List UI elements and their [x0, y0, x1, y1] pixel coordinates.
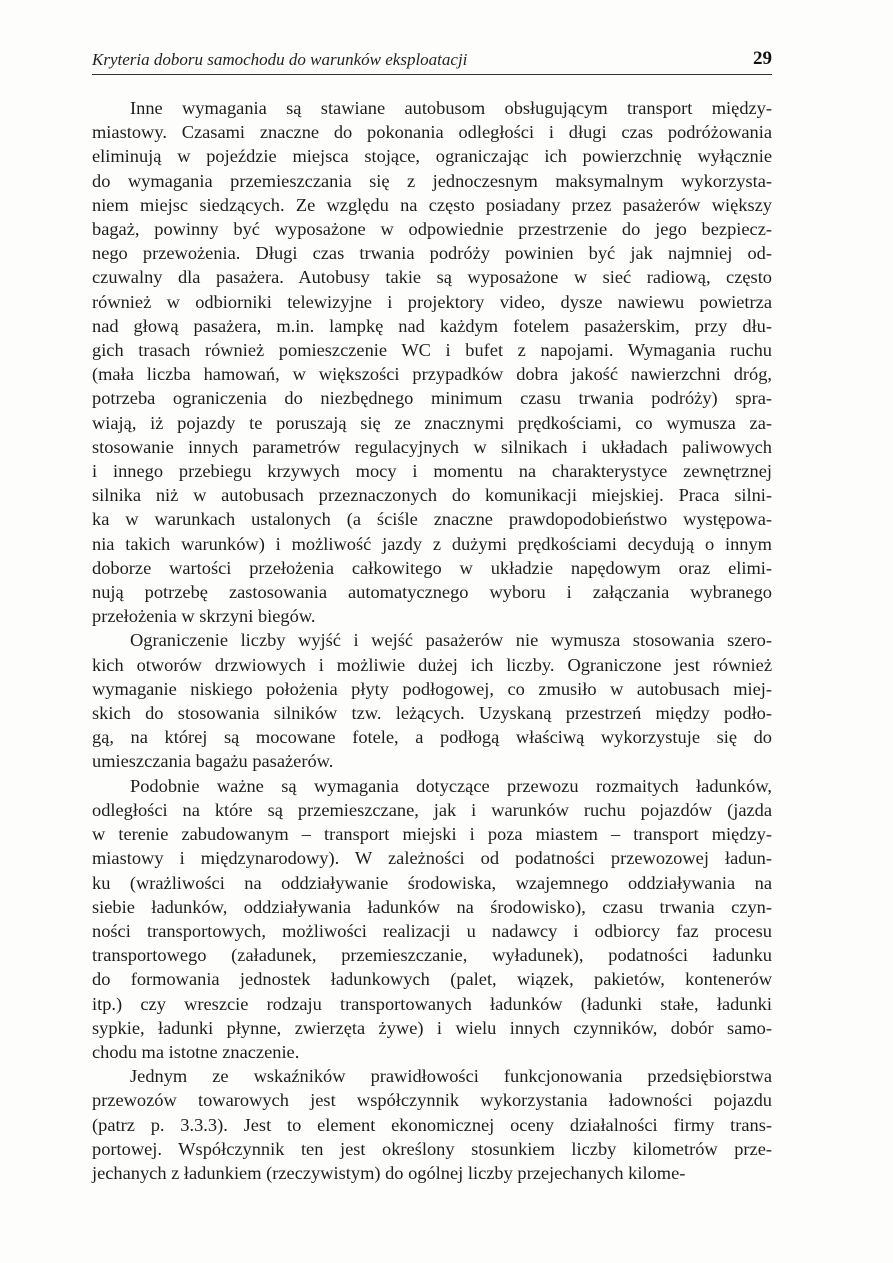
text-line: chodu ma istotne znaczenie. — [92, 1041, 300, 1062]
text-line: Podobnie ważne są wymagania dotyczące przewozu rozmaitych ładunków, — [130, 775, 772, 796]
text-line: w terenie zabudowanym – transport miejski i poza miastem – transport między- — [92, 824, 772, 845]
text-line: do formowania jednostek ładunkowych (palet, wiązek, pakietów, kontenerów — [92, 969, 772, 990]
text-line: bagaż, powinny być wyposażone w odpowiednie przestrzenie do jego bezpiecz- — [92, 219, 772, 240]
text-line: nują potrzebę zastosowania automatycznego wyboru i załączania wybranego — [92, 582, 772, 603]
text-line: Jednym ze wskaźników prawidłowości funkcjonowania przedsiębiorstwa — [130, 1066, 772, 1087]
text-line: przewozów towarowych jest współczynnik wykorzystania ładowności pojazdu — [92, 1090, 772, 1111]
page-number: 29 — [753, 48, 772, 69]
text-line: niem miejsc siedzących. Ze względu na często posiadany przez pasażerów większy — [92, 194, 772, 215]
text-line: miastowy. Czasami znaczne do pokonania odległości i długi czas podróżowania — [92, 122, 772, 143]
text-line: wiają, iż pojazdy te poruszają się ze znacznymi prędkościami, co wymusza za- — [92, 412, 772, 433]
text-line: ka w warunkach ustalonych (a ściśle znaczne prawdopodobieństwo występowa- — [92, 509, 772, 530]
text-line: miastowy i międzynarodowy). W zależności od podatności przewozowej ładun- — [92, 848, 772, 869]
text-line: sypkie, ładunki płynne, zwierzęta żywe) i wielu innych czynników, dobór samo- — [92, 1017, 772, 1038]
text-line: ności transportowych, możliwości realizacji u nadawcy i odbiorcy faz procesu — [92, 920, 772, 941]
text-line: siebie ładunków, oddziaływania ładunków na środowisko), czasu trwania czyn- — [92, 896, 772, 917]
text-line: gich trasach również pomieszczenie WC i bufet z napojami. Wymagania ruchu — [92, 340, 772, 361]
text-line: przełożenia w skrzyni biegów. — [92, 606, 316, 627]
text-line: eliminują w pojeździe miejsca stojące, ograniczając ich powierzchnię wyłącznie — [92, 146, 772, 167]
text-line: (mała liczba hamowań, w większości przypadków dobra jakość nawierzchni dróg, — [92, 364, 772, 385]
body-text — [92, 96, 772, 1185]
text-line: silnika niż w autobusach przeznaczonych do komunikacji miejskiej. Praca silni- — [92, 485, 772, 506]
text-line: umieszczania bagażu pasażerów. — [92, 751, 334, 772]
text-line: kich otworów drzwiowych i możliwie dużej ich liczby. Ograniczone jest również — [92, 654, 772, 675]
text-line: skich do stosowania silników tzw. leżących. Uzyskaną przestrzeń między podło- — [92, 703, 772, 724]
text-line: ku (wrażliwości na oddziaływanie środowiska, wzajemnego oddziaływania na — [92, 872, 772, 893]
text-line: do wymagania przemieszczania się z jednoczesnym maksymalnym wykorzysta- — [92, 170, 772, 191]
paragraph — [92, 628, 772, 773]
text-line: doborze wartości przełożenia całkowitego w układzie napędowym oraz elimi- — [92, 557, 772, 578]
text-line: nad głową pasażera, m.in. lampkę nad każdym fotelem pasażerskim, przy dłu- — [92, 315, 772, 336]
text-line: gą, na której są mocowane fotele, a podłogą właściwą wykorzystuje się do — [92, 727, 772, 748]
text-line: Inne wymagania są stawiane autobusom obsługującym transport między- — [130, 98, 772, 118]
paragraph — [92, 1064, 772, 1185]
text-line: odległości na które są przemieszczane, jak i warunków ruchu pojazdów (jazda — [92, 799, 772, 820]
text-line: portowej. Współczynnik ten jest określony stosunkiem liczby kilometrów prze- — [92, 1138, 772, 1159]
text-line: jechanych z ładunkiem (rzeczywistym) do ogólnej liczby przejechanych kilome- — [92, 1162, 686, 1183]
text-line: itp.) czy wreszcie rodzaju transportowanych ładunków (ładunki stałe, ładunki — [92, 993, 772, 1014]
text-line: nia takich warunków) i możliwość jazdy z dużymi prędkościami decydują o innym — [92, 533, 772, 554]
text-line: i innego przebiegu krzywych mocy i momentu na charakterystyce zewnętrznej — [92, 461, 772, 482]
paragraph — [92, 96, 772, 628]
text-line: czuwalny dla pasażera. Autobusy takie są wyposażone w sieć radiową, często — [92, 267, 772, 288]
text-line: również w odbiorniki telewizyjne i projektory video, dysze nawiewu powietrza — [92, 291, 772, 312]
text-line: nego przewożenia. Długi czas trwania podróży powinien być jak najmniej od- — [92, 243, 772, 264]
running-title: Kryteria doboru samochodu do warunków eksploatacji — [92, 50, 468, 69]
text-line: Ograniczenie liczby wyjść i wejść pasażerów nie wymusza stosowania szero- — [130, 630, 772, 651]
text-line: transportowego (załadunek, przemieszczanie, wyładunek), podatności ładunku — [92, 945, 772, 966]
paragraph — [92, 774, 772, 1064]
text-line: (patrz p. 3.3.3). Jest to element ekonomicznej oceny działalności firmy trans- — [92, 1114, 772, 1135]
text-line: wymaganie niskiego położenia płyty podłogowej, co zmusiło w autobusach miej- — [92, 678, 772, 699]
running-header — [92, 46, 772, 75]
text-line: potrzeba ograniczenia do niezbędnego minimum czasu trwania podróży) spra- — [92, 388, 772, 409]
text-line: stosowanie innych parametrów regulacyjnych w silnikach i układach paliwowych — [92, 436, 772, 457]
